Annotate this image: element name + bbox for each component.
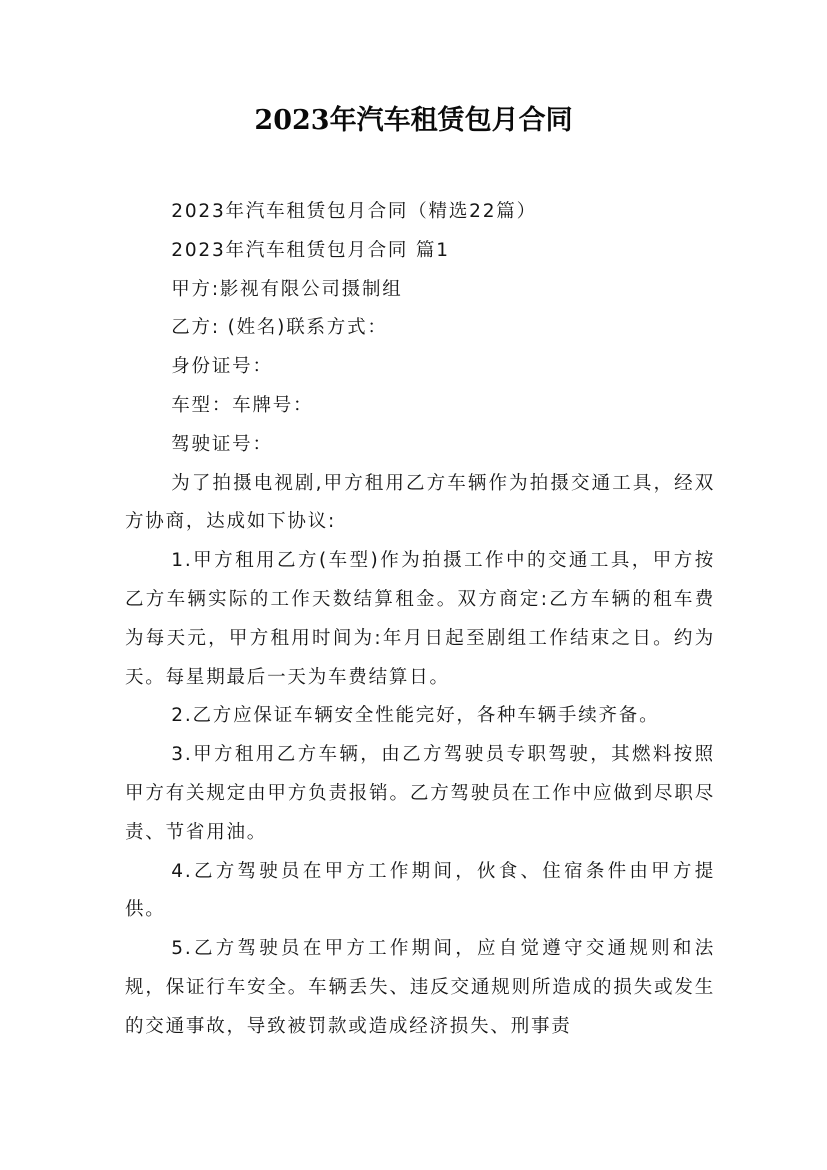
document-body (125, 193, 715, 1047)
paragraph-clause-2: 2.乙方应保证车辆安全性能完好，各种车辆手续齐备。 (171, 705, 660, 727)
paragraph-vehicle-model: 车型：车牌号： (171, 394, 314, 416)
paragraph-preamble: 为了拍摄电视剧,甲方租用乙方车辆作为拍摄交通工具，经双方协商，达成如下协议: (125, 472, 715, 533)
paragraph-id-number: 身份证号： (171, 356, 273, 378)
paragraph-collection-title: 2023年汽车租赁包月合同（精选22篇） (171, 201, 537, 222)
paragraph-party-b: 乙方: (姓名)联系方式： (171, 317, 388, 339)
paragraph-clause-1: 1.甲方租用乙方(车型)作为拍摄工作中的交通工具，甲方按乙方车辆实际的工作天数结算租金。双方商定:乙方车辆的租车费为每天元，甲方租用时间为:年月日起至剧组工作结束之日。约为天。每星期最后一天为车费结算日。 (125, 550, 715, 688)
paragraph-clause-4: 4.乙方驾驶员在甲方工作期间，伙食、住宿条件由甲方提供。 (125, 860, 715, 921)
document-title: 2023年汽车租赁包月合同 (254, 105, 573, 136)
paragraph-license-number: 驾驶证号： (171, 433, 273, 455)
paragraph-section-heading: 2023年汽车租赁包月合同 篇1 (171, 239, 450, 261)
paragraph-clause-5: 5.乙方驾驶员在甲方工作期间，应自觉遵守交通规则和法规，保证行车安全。车辆丢失、违反交通规则所造成的损失或发生的交通事故，导致被罚款或造成经济损失、刑事责 (125, 938, 715, 1037)
paragraph-clause-3: 3.甲方租用乙方车辆，由乙方驾驶员专职驾驶，其燃料按照甲方有关规定由甲方负责报销。乙方驾驶员在工作中应做到尽职尽责、节省用油。 (125, 744, 715, 843)
paragraph-party-a: 甲方:影视有限公司摄制组 (171, 278, 403, 300)
